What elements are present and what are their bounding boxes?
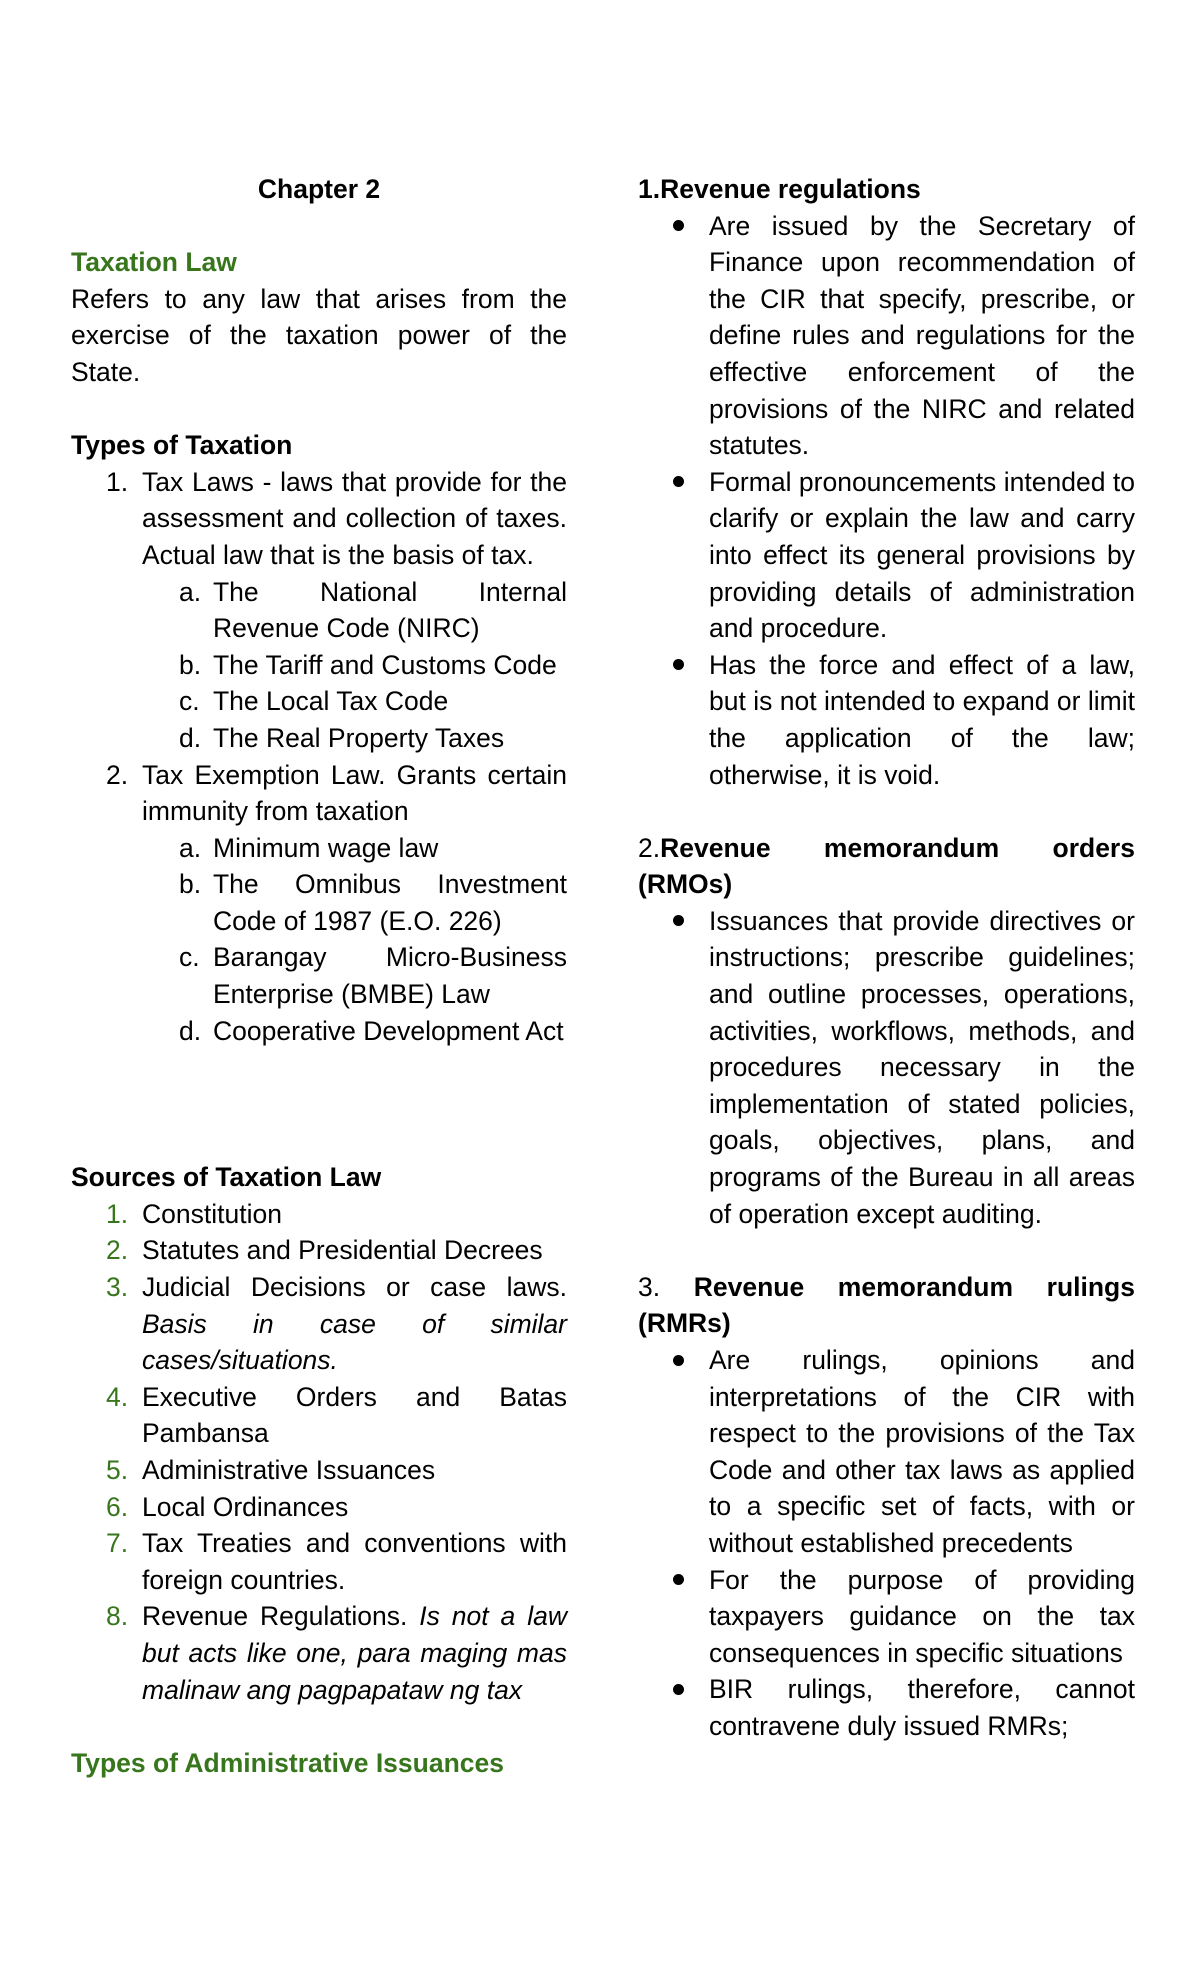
sub-list-item bbox=[179, 830, 567, 867]
list-letter: b. bbox=[179, 649, 202, 680]
source-number: 6. bbox=[106, 1491, 129, 1522]
bullet-icon bbox=[673, 1671, 684, 1708]
rmo-heading-line bbox=[638, 830, 1135, 903]
list-letter: c. bbox=[179, 686, 200, 717]
sub-list-item bbox=[179, 1013, 567, 1050]
sub-list-item-text: The Real Property Taxes bbox=[213, 722, 505, 753]
sub-list-item bbox=[179, 647, 567, 684]
list-item bbox=[106, 757, 567, 830]
bullet-item bbox=[709, 1562, 1135, 1672]
bullet-icon bbox=[673, 903, 684, 940]
rmr-heading-line bbox=[638, 1269, 1135, 1342]
right-column bbox=[638, 171, 1135, 1745]
rmr-number: 3. bbox=[638, 1271, 694, 1302]
bullet-icon bbox=[673, 647, 684, 684]
source-number: 5. bbox=[106, 1455, 129, 1485]
bullet-item bbox=[709, 1671, 1135, 1744]
list-letter: a. bbox=[179, 576, 202, 607]
source-text: Tax Treaties and conventions with foreign countries. bbox=[142, 1528, 567, 1595]
types-of-taxation-heading: Types of Taxation bbox=[71, 430, 293, 461]
list-letter: b. bbox=[179, 869, 202, 900]
source-number: 8. bbox=[106, 1601, 129, 1632]
sub-list-item-text: Minimum wage law bbox=[213, 832, 439, 863]
rmr-heading: Revenue memorandum rulings (RMRs) bbox=[638, 1271, 1135, 1339]
bullet-icon bbox=[673, 1562, 684, 1599]
bullet-text: BIR rulings, therefore, cannot contravene duly issued RMRs; bbox=[709, 1674, 1135, 1741]
bullet-icon bbox=[673, 464, 684, 501]
source-text: Constitution bbox=[142, 1198, 282, 1229]
source-item bbox=[106, 1269, 567, 1379]
rmo-heading: Revenue memorandum orders (RMOs) bbox=[638, 832, 1135, 900]
bullet-text: Issuances that provide directives or instructions; prescribe guidelines; and outline processes, operations, activities, workflows, methods, and procedures necessary in the implementation of stated policies, goals, objectives, plans, and programs of the Bureau in all areas of operation except auditing. bbox=[709, 905, 1135, 1229]
source-note: Is not a law but acts like one, para maging mas malinaw ang pagpapataw ng tax bbox=[142, 1601, 567, 1705]
source-number: 7. bbox=[106, 1528, 129, 1559]
sources-heading: Sources of Taxation Law bbox=[71, 1162, 382, 1193]
source-item bbox=[106, 1598, 567, 1708]
source-number: 3. bbox=[106, 1272, 129, 1303]
source-text: Administrative Issuances bbox=[142, 1455, 436, 1485]
bullet-text: Formal pronouncements intended to clarify or explain the law and carry into effect its general provisions by providing details of administration and procedure. bbox=[709, 466, 1135, 644]
source-item bbox=[106, 1452, 567, 1489]
source-item bbox=[106, 1379, 567, 1452]
source-item bbox=[106, 1489, 567, 1526]
bullet-icon bbox=[673, 1342, 684, 1379]
source-number: 1. bbox=[106, 1198, 129, 1229]
sub-list-item bbox=[179, 683, 567, 720]
sub-list-item bbox=[179, 939, 567, 1012]
source-item bbox=[106, 1196, 567, 1233]
source-text: Executive Orders and Batas Pambansa bbox=[142, 1381, 567, 1449]
source-text: Judicial Decisions or case laws. bbox=[142, 1272, 567, 1303]
list-letter: c. bbox=[179, 942, 200, 973]
source-item bbox=[106, 1525, 567, 1598]
sub-list-item-text: Cooperative Development Act bbox=[213, 1015, 564, 1046]
rmo-number: 2. bbox=[638, 832, 661, 863]
bullet-item bbox=[709, 903, 1135, 1232]
source-text: Statutes and Presidential Decrees bbox=[142, 1235, 543, 1266]
source-note: Basis in case of similar cases/situations. bbox=[142, 1308, 567, 1376]
source-text: Local Ordinances bbox=[142, 1491, 349, 1522]
sub-list-item-text: The Local Tax Code bbox=[213, 686, 449, 717]
sub-list-item bbox=[179, 574, 567, 647]
list-number: 1. bbox=[106, 466, 129, 497]
rr-heading: 1.Revenue regulations bbox=[638, 174, 921, 204]
sub-list-item-text: The Omnibus Investment Code of 1987 (E.O. 226) bbox=[213, 869, 567, 936]
bullet-text: For the purpose of providing taxpayers guidance on the tax consequences in specific situations bbox=[709, 1564, 1135, 1668]
source-number: 2. bbox=[106, 1235, 129, 1266]
sub-list-item-text: The National Internal Revenue Code (NIRC) bbox=[213, 576, 567, 644]
admin-issuances-heading: Types of Administrative Issuances bbox=[71, 1747, 504, 1778]
bullet-text: Are rulings, opinions and interpretations of the CIR with respect to the provisions of the Tax Code and other tax laws as applied to a specific set of facts, with or without established precedents bbox=[709, 1345, 1135, 1558]
list-item-text: Tax Exemption Law. Grants certain immunity from taxation bbox=[142, 759, 567, 827]
bullet-item bbox=[709, 464, 1135, 647]
list-letter: a. bbox=[179, 832, 202, 863]
sub-list-item bbox=[179, 866, 567, 939]
list-letter: d. bbox=[179, 722, 202, 753]
sub-list-item-text: The Tariff and Customs Code bbox=[213, 649, 557, 680]
source-item bbox=[106, 1232, 567, 1269]
chapter-title: Chapter 2 bbox=[257, 174, 381, 204]
bullet-icon bbox=[673, 208, 684, 245]
bullet-item bbox=[709, 647, 1135, 793]
left-column bbox=[71, 171, 567, 1781]
sub-list-item-text: Barangay Micro-Business Enterprise (BMBE) Law bbox=[213, 942, 567, 1010]
list-number: 2. bbox=[106, 759, 129, 790]
bullet-item bbox=[709, 208, 1135, 464]
bullet-text: Has the force and effect of a law, but is not intended to expand or limit the application of the law; otherwise, it is void. bbox=[709, 649, 1135, 790]
bullet-item bbox=[709, 1342, 1135, 1562]
list-item bbox=[106, 464, 567, 574]
sub-list-item bbox=[179, 720, 567, 757]
taxation-law-heading: Taxation Law bbox=[71, 247, 237, 278]
list-letter: d. bbox=[179, 1015, 202, 1046]
taxation-law-definition: Refers to any law that arises from the exercise of the taxation power of the State. bbox=[71, 283, 567, 387]
source-number: 4. bbox=[106, 1381, 129, 1412]
source-text: Revenue Regulations. bbox=[142, 1601, 420, 1632]
list-item-text: Tax Laws - laws that provide for the assessment and collection of taxes. Actual law that is the basis of tax. bbox=[142, 466, 567, 570]
bullet-text: Are issued by the Secretary of Finance upon recommendation of the CIR that specify, prescribe, or define rules and regulations for the effective enforcement of the provisions of the NIRC and related statutes. bbox=[709, 210, 1135, 461]
